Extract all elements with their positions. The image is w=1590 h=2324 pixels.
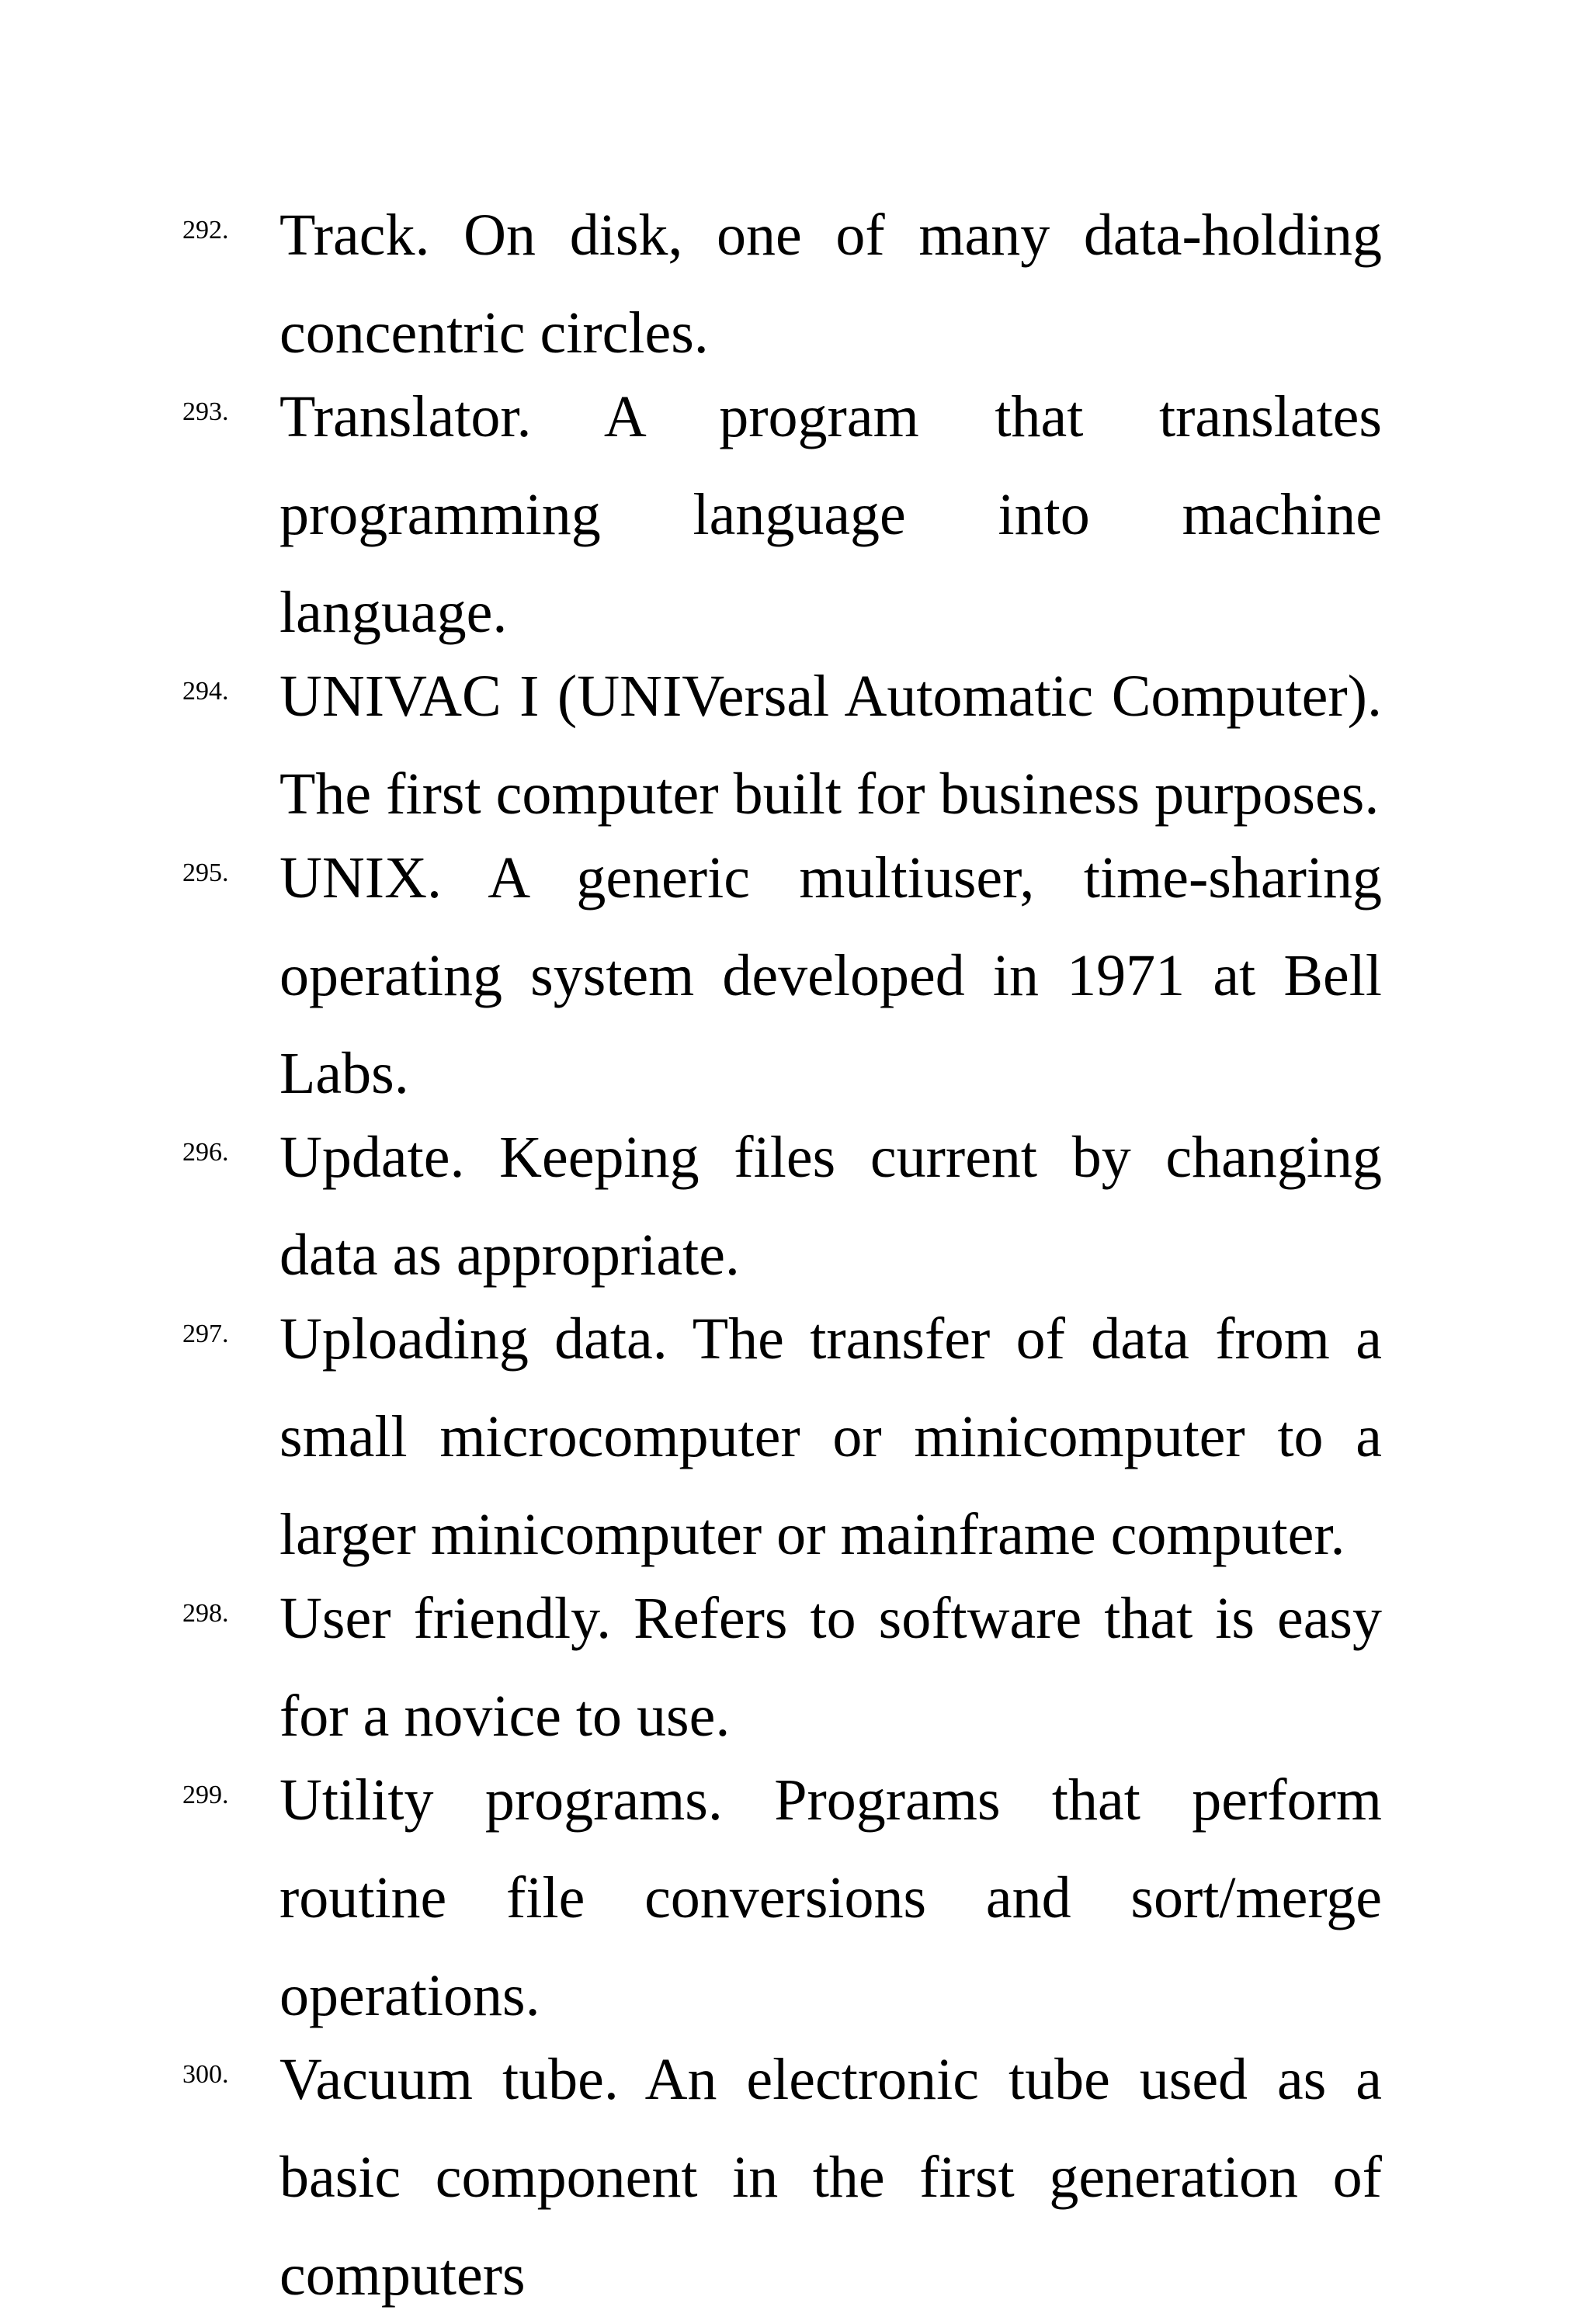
entry-number: 295. <box>182 858 229 887</box>
entry-text: Update. Keeping files current by changing data as appropriate. <box>279 1125 1382 1288</box>
glossary-entry <box>182 1108 1382 1304</box>
entry-text: Uploading data. The transfer of data from a small microcomputer or minicomputer to a larger minicomputer or mainframe computer. <box>279 1306 1382 1567</box>
glossary-entry <box>182 647 1382 843</box>
entry-text: User friendly. Refers to software that is easy for a novice to use. <box>279 1586 1382 1749</box>
entry-text: Translator. A program that translates programming language into machine language. <box>279 384 1382 645</box>
entry-number: 297. <box>182 1320 229 1348</box>
entry-number: 294. <box>182 677 229 706</box>
entry-text: Track. On disk, one of many data-holding concentric circles. <box>279 203 1382 366</box>
entry-text: UNIX. A generic multiuser, time-sharing operating system developed in 1971 at Bell Labs. <box>279 845 1382 1106</box>
entry-number: 296. <box>182 1138 229 1167</box>
entry-number: 298. <box>182 1599 229 1628</box>
glossary-entry <box>182 2031 1382 2324</box>
entry-number: 300. <box>182 2060 229 2089</box>
entry-number: 299. <box>182 1781 229 1809</box>
glossary-list <box>182 186 1382 2310</box>
glossary-entry <box>182 368 1382 661</box>
entry-text: Utility programs. Programs that perform routine file conversions and sort/merge operations. <box>279 1767 1382 2028</box>
glossary-entry <box>182 186 1382 382</box>
glossary-entry <box>182 1751 1382 2045</box>
entry-number: 292. <box>182 216 229 245</box>
entry-text: UNIVAC I (UNIVersal Automatic Computer). The first computer built for business purposes. <box>279 664 1382 827</box>
glossary-entry <box>182 1570 1382 1765</box>
entry-number: 293. <box>182 397 229 426</box>
entry-text: Vacuum tube. An electronic tube used as a basic component in the first generation of computers <box>279 2047 1382 2308</box>
glossary-entry <box>182 1290 1382 1583</box>
glossary-entry <box>182 829 1382 1122</box>
